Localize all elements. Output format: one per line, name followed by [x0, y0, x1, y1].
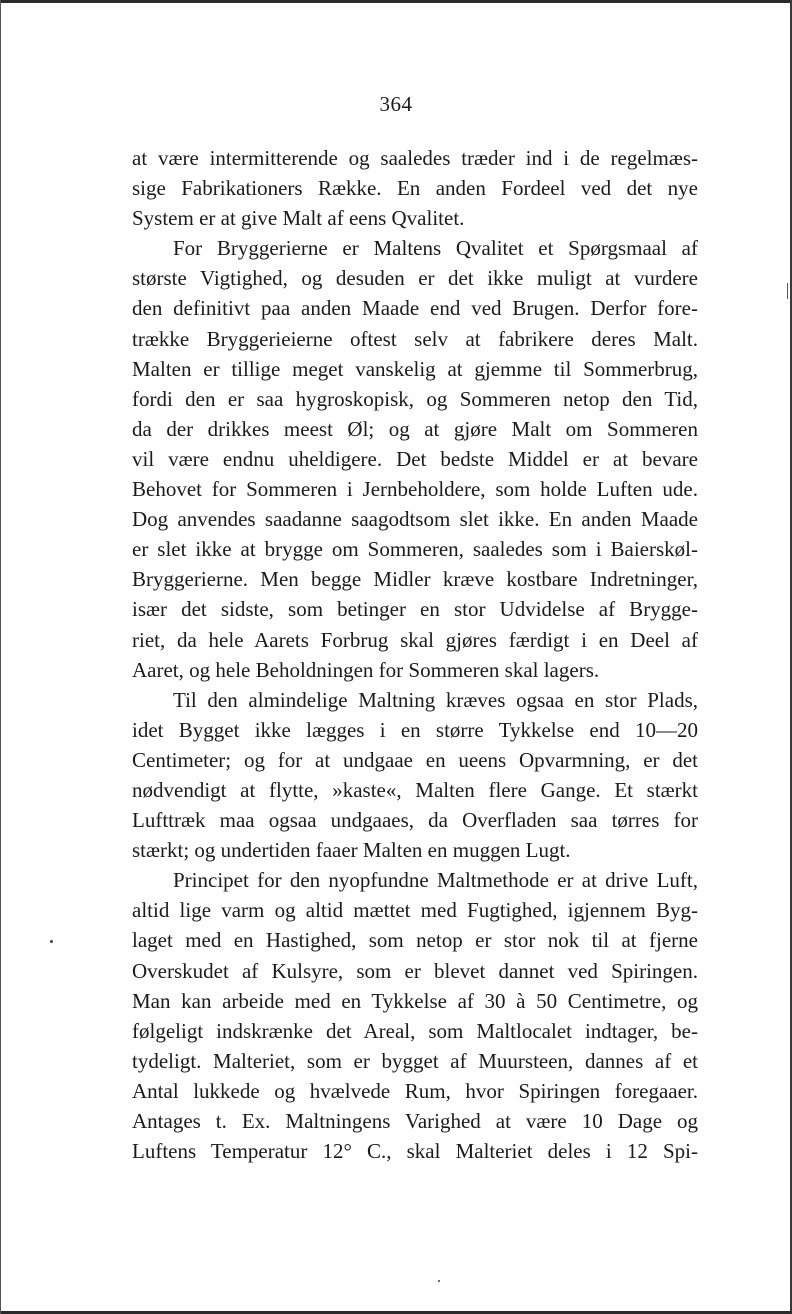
text-line: største Vigtighed, og desuden er det ikke muligt at vurdere — [132, 266, 698, 291]
text-line: især det sidste, som betinger en stor Udvidelse af Brygge- — [132, 597, 698, 622]
text-line: System er at give Malt af eens Qvalitet. — [132, 206, 465, 231]
text-line: nødvendigt at flytte, »kaste«, Malten flere Gange. Et stærkt — [132, 777, 698, 802]
text-line: Overskudet af Kulsyre, som er blevet dannet ved Spiringen. — [132, 958, 698, 983]
text-line: Lufttræk maa ogsaa undgaaes, da Overfladen saa tørres for — [132, 808, 698, 833]
text-line: Aaret, og hele Beholdningen for Sommeren skal lagers. — [132, 657, 600, 682]
text-line: laget med en Hastighed, som netop er stor nok til at fjerne — [132, 928, 698, 953]
text-line: Man kan arbeide med en Tykkelse af 30 à 50 Centimetre, og — [132, 988, 698, 1013]
text-line: Antal lukkede og hvælvede Rum, hvor Spiringen foregaaer. — [132, 1078, 698, 1103]
page-edge-top — [0, 0, 792, 3]
text-line: Dog anvendes saadanne saagodtsom slet ikke. En anden Maade — [132, 507, 698, 532]
text-line: at være intermitterende og saaledes træder ind i de regelmæs- — [132, 146, 698, 170]
text-line: da der drikkes meest Øl; og at gjøre Malt om Sommeren — [132, 416, 698, 441]
body-text — [132, 143, 698, 1166]
text-line: er slet ikke at brygge om Sommeren, saaledes som i Baierskøl- — [132, 537, 698, 562]
text-line: fordi den er saa hygroskopisk, og Sommeren netop den Tid, — [132, 386, 698, 411]
text-line: idet Bygget ikke lægges i en større Tykkelse end 10—20 — [132, 717, 698, 742]
text-line: vil være endnu uheldigere. Det bedste Middel er at bevare — [132, 446, 698, 471]
text-line: Malten er tillige meget vanskelig at gjemme til Sommerbrug, — [132, 356, 698, 381]
scan-speck — [438, 1280, 440, 1282]
text-line: trække Bryggerieierne oftest selv at fabrikere deres Malt. — [132, 326, 698, 351]
text-line: tydeligt. Malteriet, som er bygget af Muursteen, dannes af et — [132, 1048, 698, 1073]
page-edge-left — [0, 0, 1, 1314]
text-line: For Bryggerierne er Maltens Qvalitet et Spørgsmaal af — [173, 236, 698, 261]
page-number: 364 — [379, 92, 413, 116]
scan-speck — [50, 940, 53, 943]
text-line: altid lige varm og altid mættet med Fugtighed, igjennem Byg- — [132, 898, 698, 923]
text-line: Centimeter; og for at undgaae en ueens Opvarmning, er det — [132, 747, 698, 772]
text-line: Luftens Temperatur 12° C., skal Malteriet deles i 12 Spi- — [132, 1139, 698, 1164]
text-line: stærkt; og undertiden faaer Malten en muggen Lugt. — [132, 838, 571, 863]
text-line: følgeligt indskrænke det Areal, som Maltlocalet indtager, be- — [132, 1018, 698, 1043]
margin-mark — [787, 283, 788, 299]
text-line: Til den almindelige Maltning kræves ogsaa en stor Plads, — [173, 687, 698, 712]
text-line: Antages t. Ex. Maltningens Varighed at være 10 Dage og — [132, 1109, 698, 1133]
text-line: Principet for den nyopfundne Maltmethode er at drive Luft, — [173, 868, 698, 893]
text-line: sige Fabrikationers Række. En anden Fordeel ved det nye — [132, 176, 698, 201]
text-line: Bryggerierne. Men begge Midler kræve kostbare Indretninger, — [132, 567, 698, 592]
text-line: riet, da hele Aarets Forbrug skal gjøres færdigt i en Deel af — [132, 627, 698, 652]
text-line: Behovet for Sommeren i Jernbeholdere, som holde Luften ude. — [132, 477, 698, 502]
text-line: den definitivt paa anden Maade end ved Brugen. Derfor fore- — [132, 296, 698, 321]
